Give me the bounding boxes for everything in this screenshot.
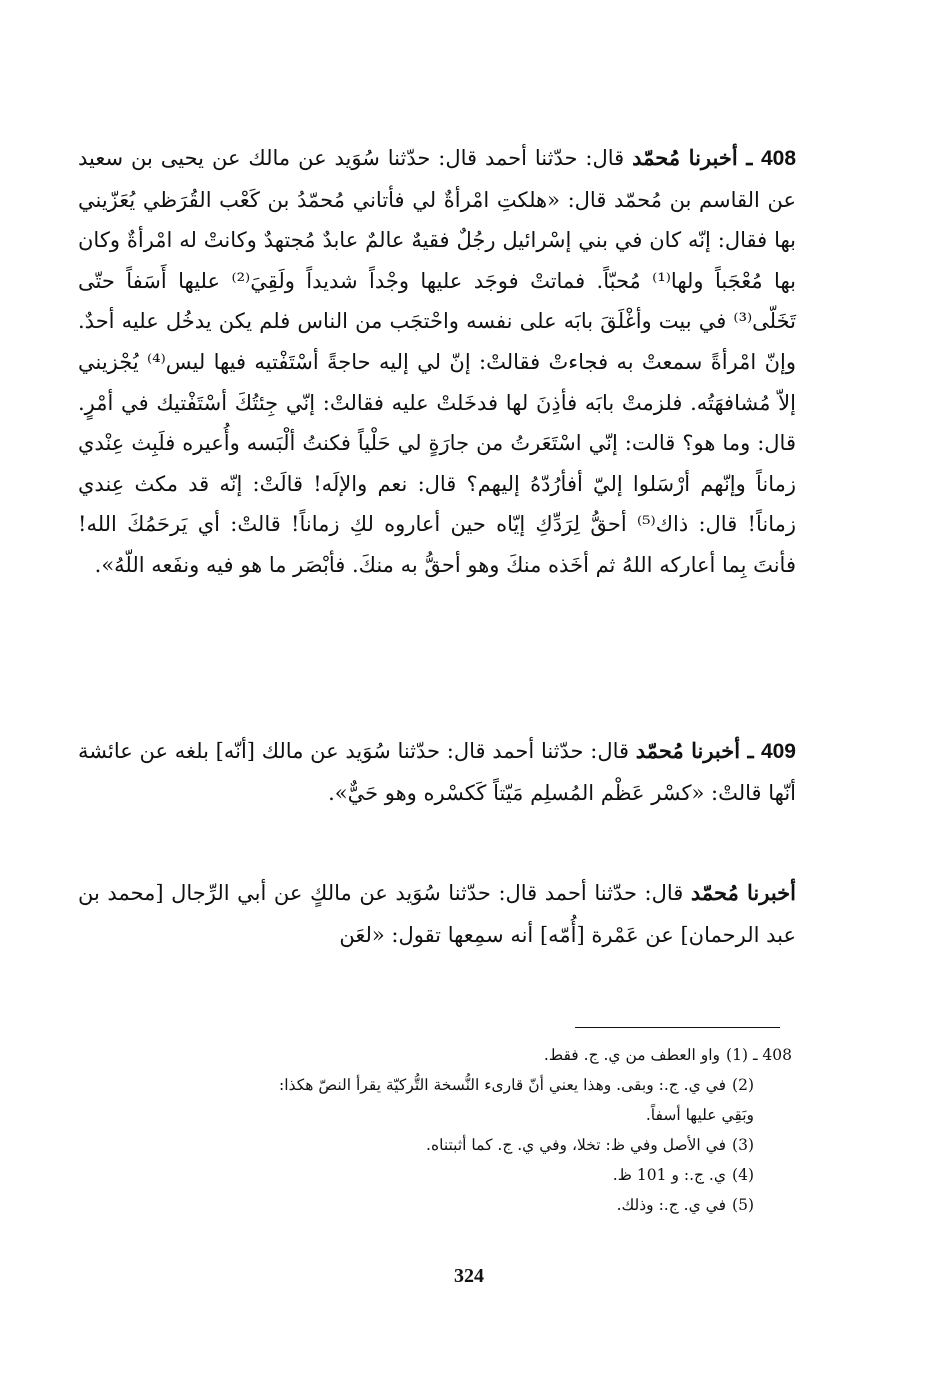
hadith-lead: أخبرنا مُحمّد [635,738,741,763]
footnote-2-continuation [60,1100,792,1130]
footnote-5 [60,1190,792,1220]
footnote-marker: (3) [732,1136,754,1154]
footnote-marker: (5) [732,1196,754,1214]
footnote-text: وبَقِي عليها أسفاً. [645,1106,754,1124]
footnote-text: ي. ج.: و 101 ظ. [612,1166,726,1184]
footnotes [60,1040,792,1220]
hadith-separator: ـ [740,738,761,763]
hadith-text: قال: حدّثنا أحمد قال: حدّثنا سُوَيد عن مالكٍ عن أبي الرِّجال [محمد بن عبد الرحمان] عن عَمْرة [أُمّه] أنه سمِعها تقول: «لعَن [78,881,796,947]
footnote-divider [575,1027,780,1028]
footnote-4 [60,1160,792,1190]
hadith-separator: ـ [737,145,761,170]
footnote-2 [60,1070,792,1100]
hadith-paragraph-409 [78,731,796,813]
hadith-text: قال: حدّثنا أحمد قال: حدّثنا سُوَيد عن مالك [أنّه] بلغه عن عائشة أنّها قالتْ: «كسْر عَظْم المُسلِم مَيّتاً كَكسْره وهو حَيٌّ». [78,739,796,805]
footnote-prefix: 408 ـ [752,1046,792,1064]
footnote-text: في ي. ج.: وذلك. [616,1196,726,1214]
hadith-number: 409 [760,740,796,763]
footnote-marker: (1) [726,1046,748,1064]
page-number: 324 [454,1265,484,1287]
footnote-marker: (2) [732,1076,754,1094]
hadith-paragraph-continued [78,873,796,955]
footnote-text: في الأصل وفي ظ: تخلا، وفي ي. ج. كما أثبتناه. [426,1136,726,1154]
hadith-lead: أخبرنا مُحمّد [632,145,738,170]
footnote-3 [60,1130,792,1160]
hadith-number: 408 [760,147,797,170]
hadith-lead: أخبرنا مُحمّد [690,880,797,905]
footnote-marker: (4) [732,1166,754,1184]
footnote-text: في ي. ج.: وبقى. وهذا يعني أنّ قارىء النُّسخة التُّركيّة يقرأ النصّ هكذا: [279,1076,726,1094]
hadith-text: قال: حدّثنا أحمد قال: حدّثنا سُوَيد عن مالك عن يحيى بن سعيد عن القاسم بن مُحمّد قال: «هلكتِ امْرأةٌ لي فأتاني مُحمّدُ بن كَعْب القُرَظي يُعَزّيني بها فقال: إنّه كان في بني إسْرائيل رجُلٌ فقيهٌ عالمٌ عابدٌ مُجتهدٌ وكانتْ له امْرأةٌ وكان بها مُعْجَباً ولها⁽¹⁾ مُحبّاً. فماتتْ فوجَد عليها وجْداً شديداً ولَقِيَ⁽²⁾ عليها أَسَفاً حتّى تَخَلّى⁽³⁾ في بيت وأغْلَقَ بابَه على نفسه واحْتجَب من الناس فلم يكن يدخُل عليه أحدٌ. وإنّ امْرأةً سمعتْ به فجاءتْ فقالتْ: إنّ لي إليه حاجةً أسْتَفْتيه فيها ليس⁽⁴⁾ يُجْزيني إلاّ مُشافهَتُه. فلزمتْ بابَه فأذِنَ لها فدخَلتْ عليه فقالتْ: إنّي جِئتُكَ أسْتَفْتيك في أمْرٍ. قال: وما هو؟ قالت: إنّي اسْتَعَرتُ من جارَةٍ لي حَلْياً فكنتُ ألْبَسه وأُعيره فلَبِث عِنْدي زماناً وإنّهم أرْسَلوا إليّ أفأرُدّهُ إليهم؟ قال: نعم والإلَه! قالَتْ: إنّه قد مكث عِندي زماناً! قال: ذاك⁽⁵⁾ أحقُّ لِرَدِّكِ إيّاه حين أعاروه لكِ زماناً! قالتْ: أي يَرحَمُكَ الله! فأنتَ بِما أعاركه اللهُ ثم أخَذه منكَ وهو أحقُّ به منكَ. فأبْصَر ما هو فيه ونفَعه اللّهُ». [78,146,796,577]
footnote-1 [60,1040,792,1070]
hadith-paragraph-408 [78,138,796,586]
footnote-text: واو العطف من ي. ج. فقط. [543,1046,720,1064]
